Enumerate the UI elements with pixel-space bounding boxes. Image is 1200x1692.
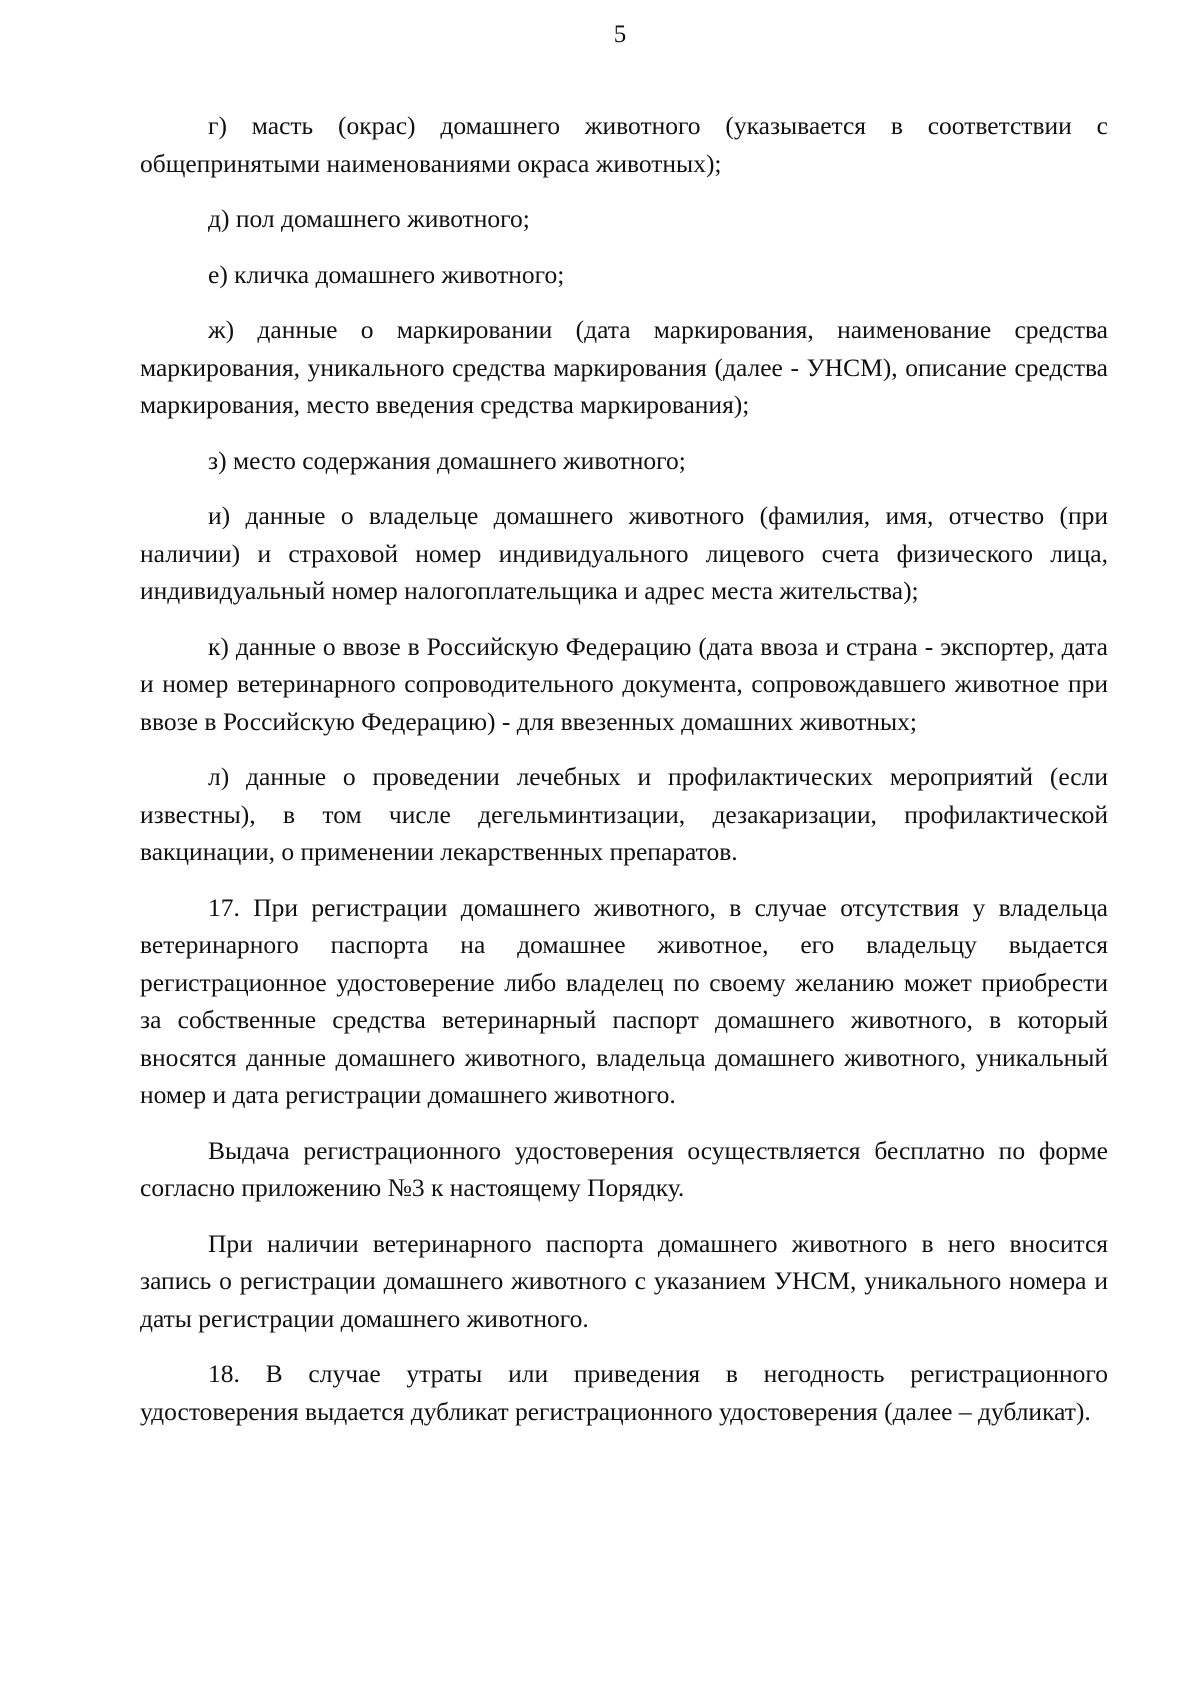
document-body [140,107,1108,1448]
paragraph-certificate-issuance: Выдача регистрационного удостоверения осуществляется бесплатно по форме согласно приложению №3 к настоящему Порядку. [140,1135,1108,1202]
paragraph-e-nickname: е) кличка домашнего животного; [208,259,565,289]
paragraph-passport-record: При наличии ветеринарного паспорта домашнего животного в него вносится запись о регистрации домашнего животного с указанием УНСМ, уникального номера и даты регистрации домашнего животного. [140,1228,1108,1333]
paragraph-z-keeping-place: з) место содержания домашнего животного; [208,445,686,475]
paragraph-g-coat-color: г) масть (окрас) домашнего животного (указывается в соответствии с общепринятыми наименованиями окраса животных); [140,111,1108,178]
paragraph-k-import-data: к) данные о ввозе в Российскую Федерацию (дата ввоза и страна - экспортер, дата и номер ветеринарного сопроводительного документа, сопровождавшего животное при ввозе в Российскую Федерацию) - для ввезенных домашних животных; [140,631,1108,736]
paragraph-zh-marking-data: ж) данные о маркировании (дата маркирования, наименование средства маркирования, уникального средства маркирования (далее - УНСМ), описание средства маркирования, место введения средства маркирования); [140,315,1108,419]
paragraph-i-owner-data: и) данные о владельце домашнего животного (фамилия, имя, отчество (при наличии) и страховой номер индивидуального лицевого счета физического лица, индивидуальный номер налогоплательщика и адрес места жительства); [140,501,1108,605]
paragraph-17-registration-certificate: 17. При регистрации домашнего животного, в случае отсутствия у владельца ветеринарного паспорта на домашнее животное, его владельцу выдается регистрационное удостоверение либо владелец по своему желанию может приобрести за собственные средства ветеринарный паспорт домашнего животного, в который вносятся данные домашнего животного, владельца домашнего животного, уникальный номер и дата регистрации домашнего животного. [140,892,1108,1109]
paragraph-18-duplicate: 18. В случае утраты или приведения в негодность регистрационного удостоверения выдается дубликат регистрационного удостоверения (далее – дубликат). [140,1359,1108,1426]
paragraph-l-treatment-data: л) данные о проведении лечебных и профилактических мероприятий (если известны), в том числе дегельминтизации, дезакаризации, профилактической вакцинации, о применении лекарственных препаратов. [140,762,1108,866]
page-number: 5 [613,21,627,48]
paragraph-d-sex: д) пол домашнего животного; [208,204,530,233]
